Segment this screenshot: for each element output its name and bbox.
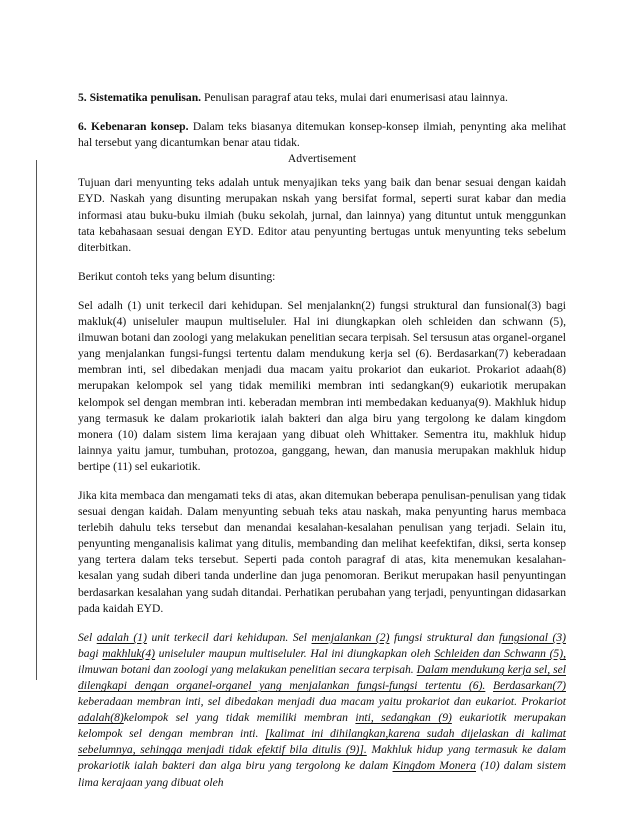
edit-text: fungsi struktural dan: [389, 630, 500, 644]
heading-sistematika: 5. Sistematika penulisan.: [78, 91, 202, 104]
edit-text: ilmuwan botani dan zoologi yang melakukan penelitian secara terpisah.: [78, 662, 417, 676]
heading-kebenaran: 6. Kebenaran konsep.: [78, 120, 189, 134]
paragraph-contoh-belum-disunting: Sel adalh (1) unit terkecil dari kehidupan. Sel menjalankn(2) fungsi struktural dan funsional(3) bagi makluk(4) uniseluler maupun multiseluler. Hal ini diungkapkan oleh schleiden dan schwann (5), ilmuwan botani dan zoologi yang melakukan penelitian secara terpisah. Sel tersusun atas organel-organel yang menjalankan fungsi-fungsi tertentu dalam mendukung kerja sel (6). Berdasarkan(7) keberadaan membran inti, sel dibedakan menjadi dua macam yaitu prokariot dan eukariot. Prokariot adaah(8) merupakan kelompok sel yang tidak memiliki membran inti sedangkan(9) eukariotik merupakan kelompok sel dengan membran inti. keberadan membran inti membedakan keduanya(9). Makhluk hidup yang termasuk ke dalam prokariotik ialah bakteri dan alga biru yang tergolong ke dalam kingdom monera (10) dalam sistem lima kerajaan yang dibuat oleh Whittaker. Sementra itu, makhluk hidup lainnya yaitu jamur, tumbuhan, protozoa, ganggang, hewan, dan manusia merupakan makhluk hidup bertipe (11) sel eukariotik.: [78, 298, 566, 473]
document-content: [78, 90, 566, 804]
edit-correction: Dalam mendukung kerja sel, sel dilengkapi dengan organel-organel yang menjalankan fungsi-fungsi tertentu (6).: [78, 662, 566, 692]
edit-text: unit terkecil dari kehidupan. Sel: [146, 630, 312, 644]
text-sistematika: Penulisan paragraf atau teks, mulai dari enumerisasi atau lainnya.: [201, 91, 508, 104]
margin-line: [36, 160, 37, 680]
edit-correction: inti, sedangkan (9): [355, 711, 452, 725]
paragraph-hasil-suntingan: [78, 630, 566, 791]
edit-correction: makhluk(4): [102, 646, 156, 660]
paragraph-sistematika: [78, 90, 566, 106]
paragraph-intro-contoh: Berikut contoh teks yang belum disunting:: [78, 269, 276, 283]
edit-text: [485, 679, 493, 692]
edit-text: uniseluler maupun multiseluler. Hal ini diungkapkan oleh: [155, 646, 435, 660]
edit-text: keberadaan membran inti, sel dibedakan menjadi dua macam yaitu prokariot dan eukariot. Prokariot: [78, 695, 566, 709]
edit-text: Sel: [78, 630, 97, 644]
edit-text: (10) dalam sistem lima kerajaan yang dibuat oleh: [78, 759, 566, 789]
paragraph-kebenaran: [78, 119, 566, 151]
advertisement-label: Advertisement: [287, 152, 357, 166]
edit-correction: Kingdom Monera: [392, 759, 477, 773]
edit-correction: menjalankan (2): [311, 630, 390, 644]
edit-correction: fungsional (3): [499, 630, 567, 644]
edit-correction: Berdasarkan(7): [493, 679, 566, 692]
edit-correction: adalah(8): [78, 711, 124, 725]
edit-correction: adalah (1): [96, 630, 147, 644]
paragraph-penjelasan: Jika kita membaca dan mengamati teks di atas, akan ditemukan beberapa penulisan-penulisan yang tidak sesuai dengan kaidah. Dalam menyunting sebuah teks atau naskah, maka penyunting harus membaca terlebih dahulu teks tersebut dan menandai kesalahan-kesalahan penulisan yang terjadi. Selain itu, penyunting menganalisis kalimat yang ditulis, membanding dan melihat keefektifan, diksi, serta konsep yang tertera dalam teks tersebut. Seperti pada contoh paragraf di atas, kita menemukan kesalahan-kesalan yang sudah diberi tanda underline dan juga penomoran. Berikut merupakan hasil penyuntingan berdasarkan kesalahan yang sudah ditandai. Perhatikan perubahan yang terjadi, penyuntingan didasarkan pada kaidah EYD.: [78, 488, 566, 615]
text-kebenaran: Dalam teks biasanya ditemukan konsep-konsep ilmiah, penynting aka melihat hal tersebut yang dicantumkan benar atau tidak.: [78, 120, 566, 150]
edit-text: Makhluk hidup yang termasuk ke dalam prokariotik ialah bakteri dan alga biru yang tergolong ke dalam: [78, 743, 566, 773]
edit-correction: [kalimat ini dihilangkan,karena sudah dijelaskan di kalimat sebelumnya, sehingga menjadi tidak efektif bila ditulis (9)].: [78, 727, 566, 757]
edit-text: bagi: [78, 646, 103, 660]
edit-text: eukariotik merupakan kelompok sel dengan membran inti.: [78, 711, 567, 741]
edit-text: kelompok sel yang tidak memiliki membran: [123, 711, 356, 725]
edit-correction: Schleiden dan Schwann (5),: [434, 646, 566, 660]
paragraph-tujuan: Tujuan dari menyunting teks adalah untuk menyajikan teks yang baik dan benar sesuai dengan kaidah EYD. Naskah yang disunting merupakan nskah yang bersifat formal, seperti surat kabar dan media informasi atau buku-buku ilmiah (buku sekolah, jurnal, dan lainnya) yang dituntut untuk menggunkan tata kebahasaan sesuai dengan EYD. Editor atau penyunting bertugas untuk menyunting teks sebelum diterbitkan.: [78, 176, 566, 254]
